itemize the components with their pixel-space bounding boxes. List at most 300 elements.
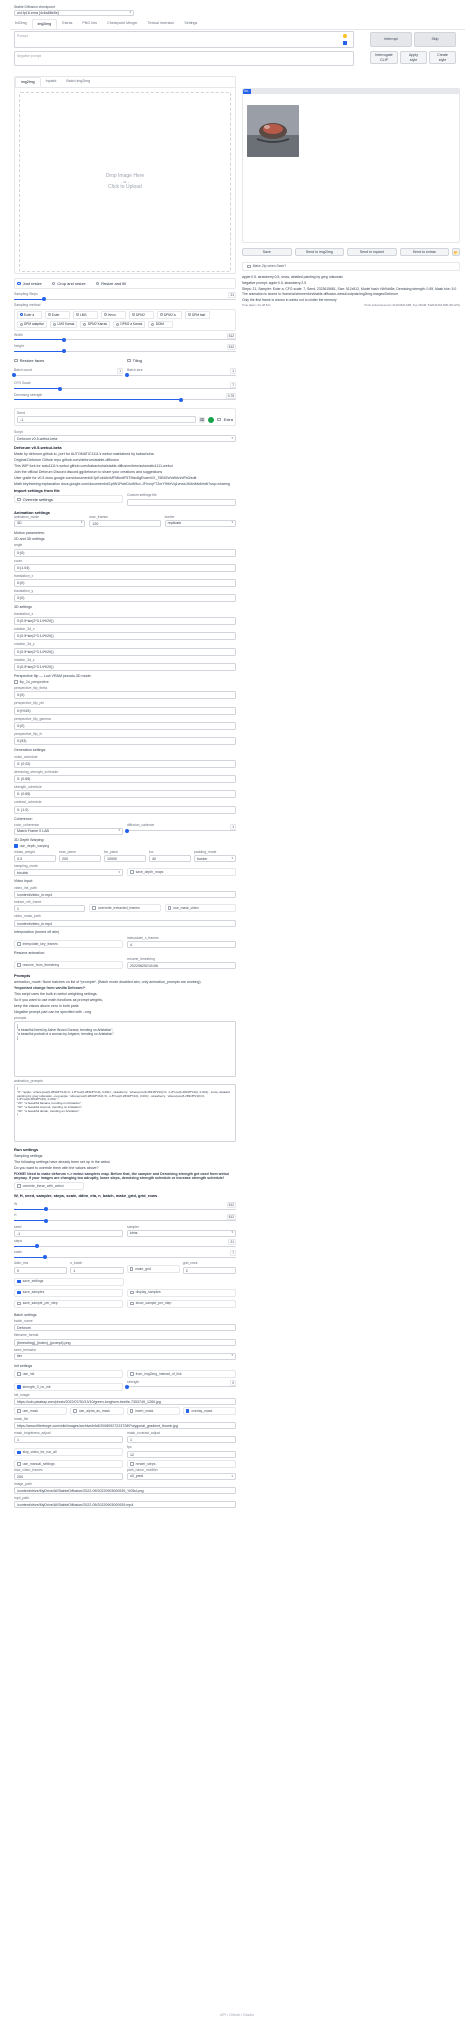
mp4-path-field	[14, 1496, 236, 1508]
override-webui-label: override_these_with_webui	[22, 1183, 64, 1188]
use-mask-label: use_mask	[22, 1408, 39, 1413]
sampling-method-radio[interactable]	[132, 313, 135, 316]
output-send-to-img2img-button[interactable]: Send to img2img	[295, 248, 345, 256]
save-settings-toggle[interactable]	[14, 1278, 124, 1286]
strength-schedule-input[interactable]: 0: (0.65)	[14, 790, 236, 798]
mask-file-input[interactable]: https://www.filterforge.com/wiki/images/archive/b/b8/20080927223728!Polygonal_gradient_thumb.jpg	[14, 1422, 236, 1429]
overwrite-frames-checkbox[interactable]	[92, 906, 96, 910]
rotation-3d-z-field	[14, 658, 236, 671]
style-swatch-icon[interactable]	[343, 34, 347, 38]
use-manual-checkbox[interactable]	[17, 1462, 21, 1466]
run-h-value[interactable]: 512	[228, 1214, 234, 1219]
seed-panel	[14, 408, 236, 426]
sampling-method-option[interactable]	[17, 311, 42, 319]
interp-keys-toggle[interactable]	[14, 940, 123, 948]
animation-prompts-textarea[interactable]: { "0": "apple: `where(cos(6.28318*t/10)>0, 1.8*cos(6.28318*t/10), 0.001)`, strawberry: `where(cos(6.28318*t/10)<0, -1.8*cos(6.28318*t/10), 0.001)`, snow, detailed painting by greg rutkowski --neg apple: `where(cos(6.28318*t/10)<0, -1.8*cos(6.28318*t/10), 0.001)`, strawberry: `where(cos(6.28318*t/10)>0, 1.8*cos(6.28318*t/10), 0.001)`", "20": "a beautiful banana, trending on Artstation", "30": "a beautiful coconut, trending on Artstation", "40": "a beautiful durian, trending on Artstation" }	[14, 1084, 236, 1142]
interp-x-input[interactable]: 4	[127, 941, 236, 948]
flip-label: flip_2d_perspective	[19, 679, 49, 684]
flip-toggle[interactable]	[14, 680, 236, 684]
gen-header: Generation settings:	[14, 748, 47, 753]
interrupt-button[interactable]: Interrupt	[370, 32, 412, 47]
anim-row	[14, 515, 236, 527]
sampling-method-radio[interactable]	[116, 323, 119, 326]
input-tab-inpaint[interactable]: Inpaint	[45, 79, 57, 83]
nbatch-input[interactable]: 1	[70, 1267, 123, 1274]
height-value[interactable]: 512	[228, 345, 234, 350]
invert-mask-checkbox[interactable]	[130, 1409, 134, 1413]
deforum-section	[14, 445, 236, 969]
mask-bright-label: mask_brightness_adjust	[14, 1431, 51, 1436]
input-tab-img2img[interactable]: img2img	[15, 77, 41, 87]
from-img2img-toggle[interactable]	[127, 1370, 236, 1378]
generation-info-line: The animation is stored in /home/ai/chemer/bin/stable-diffusion-webui/outputs/img2img-images/Deforum	[242, 292, 398, 297]
sampling-method-option[interactable]	[185, 311, 210, 319]
animation-mode-field	[14, 515, 85, 527]
rotation-3d-y-input[interactable]: 0:(0.5*sin(2*3.14*t/20))	[14, 648, 236, 656]
width-value[interactable]: 512	[228, 333, 234, 338]
batch-settings-header: Batch settings	[14, 1312, 37, 1317]
flip-theta-label: perspective_flip_theta	[14, 686, 47, 691]
resize-option[interactable]	[17, 281, 42, 286]
interp-x-label: interpolate_x_frames	[127, 935, 159, 940]
output-save-button[interactable]: Save	[242, 248, 292, 256]
resize-mode-group	[14, 278, 236, 289]
paste-icon[interactable]	[343, 41, 347, 45]
dropzone-or: - or -	[120, 179, 130, 185]
save-per-step-toggle[interactable]	[14, 1300, 123, 1308]
input-image-panel	[14, 76, 236, 274]
seed-label: Seed	[17, 410, 25, 415]
run-h-field	[14, 1213, 236, 1222]
sampling-method-option[interactable]	[101, 311, 126, 319]
show-per-step-toggle[interactable]	[127, 1300, 236, 1308]
mask-path-input[interactable]: /content/video_in.mp4	[14, 920, 236, 927]
use-alpha-label: use_alpha_as_mask	[78, 1408, 110, 1413]
sampling-method-option[interactable]	[73, 311, 98, 319]
render-steps-toggle[interactable]	[127, 1460, 236, 1468]
translation-z-input[interactable]: 0:(0.5*sin(2*3.14*t/20))	[14, 617, 236, 625]
batch-count-value[interactable]: 1	[119, 369, 121, 374]
sampling-method-radio[interactable]	[20, 313, 23, 316]
use-init-label: use_init	[22, 1371, 35, 1376]
seed-behavior-select[interactable]	[14, 1353, 236, 1360]
skip-video-toggle[interactable]	[14, 1448, 123, 1456]
fps-input[interactable]: 12	[127, 1451, 236, 1458]
near-plane-input[interactable]: 200	[59, 855, 101, 862]
max-frames-input[interactable]: 120	[89, 520, 160, 527]
padding-mode-select[interactable]	[194, 855, 236, 862]
cfg-label: CFG Scale	[14, 381, 31, 386]
interp-row	[14, 936, 236, 948]
mp4-path-input[interactable]: /content/drive/MyDrive/AI/StableDiffusion/2022-09/20220903000939.mp4	[14, 1501, 236, 1508]
init-row-1	[14, 1370, 236, 1378]
resize-radio[interactable]	[52, 282, 56, 286]
flip-gamma-input[interactable]: 0:(0)	[14, 722, 236, 730]
sampling-method-option[interactable]	[45, 311, 70, 319]
strength-schedule-label: strength_schedule	[14, 785, 42, 790]
max-frames-field	[89, 515, 160, 527]
image-path-input[interactable]: /content/drive/MyDrive/AI/StableDiffusion/2022-09/20220903000939_%05d.png	[14, 1487, 236, 1494]
twod-header: 2D and 3D settings	[14, 536, 45, 541]
script-value: Deforum v0.5-webui-beta	[17, 436, 58, 441]
sampling-method-radio[interactable]	[76, 313, 79, 316]
flip-theta-input[interactable]: 0:(0)	[14, 691, 236, 699]
batch-size-label: Batch size	[127, 368, 143, 373]
import-row	[14, 493, 236, 505]
init-image-input[interactable]: https://cdn.pixabay.com/photo/2022/07/30/13/10/green-longhorn-beetle-7353749_1280.jpg	[14, 1398, 236, 1405]
mask-file-label: mask_file	[14, 1416, 29, 1421]
overlay-mask-toggle[interactable]	[183, 1407, 236, 1415]
show-per-step-label: show_sample_per_step	[135, 1301, 172, 1306]
sampling-mode-label: sampling_mode	[14, 864, 38, 869]
run-w-slider[interactable]	[14, 1203, 236, 1211]
seed-behavior-field	[14, 1348, 236, 1360]
path-name-value: x0_pred	[130, 1474, 143, 1479]
mask-bright-input[interactable]: 1	[14, 1436, 123, 1443]
flip-theta-field	[14, 686, 236, 699]
tab-textual-inversion[interactable]: Textual inversion	[147, 21, 175, 25]
tab-extras[interactable]: Extras	[62, 21, 73, 25]
ddim-label: ddim_eta	[14, 1261, 28, 1266]
batch-row	[14, 366, 236, 379]
import-header: Import settings from file	[14, 488, 60, 494]
run-h-slider[interactable]	[14, 1214, 236, 1223]
rotation-3d-z-input[interactable]: 0:(0.5*sin(2*3.14*t/20))	[14, 663, 236, 671]
translation-x-label: translation_x	[14, 573, 34, 578]
flip-fv-field	[14, 732, 236, 745]
use-mask-toggle[interactable]	[14, 1407, 67, 1415]
denoising-strength	[14, 393, 236, 402]
fov-label: fov	[149, 849, 154, 854]
save-samples-checkbox[interactable]	[17, 1291, 21, 1295]
path-name-select[interactable]	[127, 1473, 236, 1480]
denoise-value[interactable]: 0.75	[227, 393, 234, 398]
checkpoint-section	[14, 5, 134, 16]
overwrite-frames-label: overwrite_extracted_frames	[97, 906, 140, 911]
sampling-settings-header: Sampling settings	[14, 1153, 43, 1158]
diffusion-cadence-label: diffusion_cadence	[127, 822, 155, 827]
script-select[interactable]	[14, 435, 236, 442]
sampling-method-option[interactable]	[80, 321, 110, 329]
script-field	[14, 430, 236, 442]
flip-phi-label: perspective_flip_phi	[14, 701, 44, 706]
resume-ts-input[interactable]: 20220829210106	[127, 962, 236, 969]
save-samples-toggle[interactable]	[14, 1289, 123, 1297]
make-grid-checkbox[interactable]	[130, 1267, 134, 1271]
contrast-schedule-field	[14, 800, 236, 813]
strength-0-toggle[interactable]	[14, 1383, 123, 1391]
from-img2img-label: from_img2img_instead_of_link	[135, 1371, 182, 1376]
save-depth-checkbox[interactable]	[130, 870, 134, 874]
output-send-to-extras-button[interactable]: Send to extras	[400, 248, 450, 256]
tiling-checkbox[interactable]	[127, 359, 131, 363]
use-mask-video-checkbox[interactable]	[168, 906, 172, 910]
folder-icon[interactable]: 📂	[453, 249, 459, 255]
deforum-info-line: Join the official Deforum Discord discord.gg/deforum to share your creations and suggestions	[14, 469, 163, 474]
zoom-input[interactable]: 0:(1.04)	[14, 564, 236, 572]
sampling-method-label: DPM adaptive	[24, 322, 45, 327]
input-tab-batch-img2img[interactable]: Batch img2img	[66, 79, 91, 83]
mask-path-field	[14, 914, 236, 926]
sampling-method-radio[interactable]	[188, 313, 191, 316]
image-path-field	[14, 1482, 236, 1494]
image-dropzone[interactable]	[19, 92, 231, 272]
run-h-label: H	[14, 1213, 17, 1218]
run-sampler-select[interactable]	[127, 1230, 236, 1237]
mask-contrast-input[interactable]: 1	[127, 1436, 236, 1443]
prompt-input[interactable]: Prompt	[14, 31, 354, 48]
path-name-label: path_name_modifier	[127, 1467, 158, 1472]
tiling-toggle[interactable]	[127, 358, 236, 363]
cfg-value[interactable]: 7	[232, 382, 234, 387]
noise-schedule-field	[14, 755, 236, 768]
restore-faces-checkbox[interactable]	[14, 359, 18, 363]
path-name-field	[127, 1468, 236, 1480]
resize-option[interactable]	[96, 281, 127, 286]
grid-rows-input[interactable]: 2	[183, 1267, 236, 1274]
output-send-to-inpaint-button[interactable]: Send to inpaint	[347, 248, 397, 256]
overlay-mask-checkbox[interactable]	[186, 1409, 190, 1413]
sampling-method-label: DDIM	[155, 322, 164, 327]
prompts-line-1: This script uses the built-in webui weighting settings.	[14, 991, 98, 996]
seed-behavior-label: seed_behavior	[14, 1347, 37, 1352]
samples-row-1	[14, 1289, 236, 1297]
init-image-label: init_image	[14, 1392, 30, 1397]
from-img2img-checkbox[interactable]	[130, 1372, 134, 1376]
resize-option[interactable]	[52, 281, 86, 286]
use-init-checkbox[interactable]	[17, 1372, 21, 1376]
tab-settings[interactable]: Settings	[184, 21, 198, 25]
show-per-step-checkbox[interactable]	[130, 1302, 134, 1306]
apply-style-button[interactable]: Apply style	[400, 51, 427, 64]
padding-mode-field	[194, 850, 236, 862]
run-scale-value[interactable]: 7	[232, 1251, 234, 1256]
make-grid-label: make_grid	[135, 1267, 151, 1272]
batch-name-input[interactable]: Deforum	[14, 1324, 236, 1331]
recycle-icon[interactable]	[208, 417, 214, 423]
skip-button[interactable]: Skip	[414, 32, 456, 47]
dice-icon[interactable]: ⚄	[200, 417, 204, 423]
mask-contrast-label: mask_contrast_adjust	[127, 1431, 160, 1436]
use-manual-label: use_manual_settings	[22, 1461, 55, 1466]
prompt-area	[14, 31, 354, 66]
sampling-method-label: LMS	[80, 312, 87, 317]
extract-nth-input[interactable]: 1	[14, 905, 85, 912]
create-style-button[interactable]: Create style	[429, 51, 456, 64]
translation-z-label: translation_z	[14, 611, 34, 616]
use-depth-label: use_depth_warping	[19, 843, 50, 848]
resize-option-label: Crop and resize	[57, 281, 86, 286]
contrast-schedule-input[interactable]: 0: (1.0)	[14, 806, 236, 814]
tab-png-info[interactable]: PNG Info	[82, 21, 98, 25]
batch-size-value[interactable]: 1	[232, 369, 234, 374]
max-frames-label: max_frames	[89, 514, 108, 519]
prompts-important: *Important change from vanilla Deforum!*	[14, 985, 86, 990]
color-coherence-field	[14, 823, 123, 835]
sampling-method-option[interactable]	[157, 311, 182, 319]
seed-input[interactable]: -1	[17, 416, 196, 423]
save-per-step-checkbox[interactable]	[17, 1302, 21, 1306]
noise-schedule-input[interactable]: 0: (0.02)	[14, 760, 236, 768]
display-samples-toggle[interactable]	[127, 1289, 236, 1297]
strength-value[interactable]: 0	[232, 1380, 234, 1385]
sampling-method-radio[interactable]	[104, 313, 107, 316]
sampling-method-option[interactable]	[129, 311, 154, 319]
sampling-method-radio[interactable]	[53, 323, 56, 326]
restore-faces-toggle[interactable]	[14, 358, 123, 363]
resume-from-toggle[interactable]	[14, 961, 123, 969]
output-buttons	[242, 248, 460, 256]
run-scale-field	[14, 1250, 236, 1259]
sampling-mode-select[interactable]	[14, 869, 123, 876]
tab-img2img[interactable]: img2img	[32, 19, 58, 29]
sampling-method-label: Euler	[52, 312, 60, 317]
filename-format-input[interactable]: {timestring}_{index}_{prompt}.png	[14, 1339, 236, 1346]
sampling-steps-value[interactable]: 21	[230, 293, 234, 298]
override-settings-checkbox[interactable]	[17, 498, 21, 502]
sampling-method-label: DPM2 a	[164, 312, 176, 317]
sampling-method-option[interactable]	[17, 321, 48, 329]
make-grid-toggle[interactable]	[127, 1265, 180, 1273]
use-mask-video-toggle[interactable]	[165, 904, 236, 912]
flip-gamma-field	[14, 717, 236, 730]
use-init-toggle[interactable]	[14, 1370, 123, 1378]
diffusion-cadence-field	[127, 823, 236, 835]
render-steps-checkbox[interactable]	[130, 1462, 134, 1466]
video-path-input[interactable]: /content/video_in.mp4	[14, 891, 236, 898]
translation-x-input[interactable]: 0:(0)	[14, 579, 236, 587]
init-section	[14, 1364, 236, 1509]
interrogate-clip-button[interactable]: Interrogate CLIP	[370, 51, 398, 64]
sampling-method-label: DPM2	[136, 312, 145, 317]
run-w-value[interactable]: 512	[228, 1203, 234, 1208]
sampling-method-radio[interactable]	[160, 313, 163, 316]
resize-radio[interactable]	[96, 282, 100, 286]
skip-video-checkbox[interactable]	[17, 1451, 21, 1455]
video-path-label: video_init_path	[14, 885, 37, 890]
sampling-method-label: LMS Karras	[57, 322, 75, 327]
sampling-method-radio[interactable]	[20, 323, 23, 326]
prompts-textarea[interactable]: [ "a beautiful forest by Asher Brown Durand, trending on Artstation", "a beautiful portrait of a woman by Artgerm, trending on Artstation" ]	[14, 1021, 236, 1077]
use-depth-toggle[interactable]	[14, 844, 236, 848]
override-webui-toggle[interactable]	[14, 1182, 84, 1190]
border-select[interactable]	[165, 520, 236, 527]
denoising-strength-schedule-input[interactable]: 0: (0.65)	[14, 775, 236, 783]
resume-from-checkbox[interactable]	[17, 963, 21, 967]
rotation-3d-x-input[interactable]: 0:(0.5*sin(2*3.14*t/20))	[14, 632, 236, 640]
invert-mask-toggle[interactable]	[127, 1407, 180, 1415]
flip-phi-input[interactable]: 0:(t%15)	[14, 707, 236, 715]
display-samples-checkbox[interactable]	[130, 1291, 134, 1295]
flip-fv-input[interactable]: 0:(53)	[14, 737, 236, 745]
extra-checkbox[interactable]	[217, 418, 221, 422]
far-plane-input[interactable]: 10000	[104, 855, 146, 862]
checkpoint-select[interactable]	[14, 10, 134, 16]
sampling-method-option[interactable]	[50, 321, 77, 329]
translation-y-input[interactable]: 0:(0)	[14, 594, 236, 602]
use-alpha-checkbox[interactable]	[73, 1409, 77, 1413]
mask-file-field	[14, 1417, 236, 1429]
denoising-strength-schedule-label: denoising_strength_schedule	[14, 769, 59, 774]
midas-weight-input[interactable]: 0.3	[14, 855, 56, 862]
sampling-method-label: Sampling method	[14, 303, 41, 308]
strength-0-checkbox[interactable]	[17, 1385, 21, 1389]
use-mask-video-label: use_mask_video	[173, 906, 199, 911]
rotation-3d-y-field	[14, 642, 236, 655]
zoom-label: zoom	[14, 558, 23, 563]
seed-behavior-value: iter	[17, 1354, 22, 1359]
progress-bar	[243, 89, 459, 94]
sampling-method-radio[interactable]	[83, 323, 86, 326]
override-webui-checkbox[interactable]	[17, 1184, 21, 1188]
noise-schedule-label: noise_schedule	[14, 754, 38, 759]
angle-input[interactable]: 0:(0)	[14, 549, 236, 557]
use-mask-checkbox[interactable]	[17, 1409, 21, 1413]
tab-txt2img[interactable]: txt2img	[15, 21, 27, 25]
near-plane-label: near_plane	[59, 849, 76, 854]
save-depth-toggle[interactable]	[127, 868, 236, 876]
ddim-input[interactable]: 0	[14, 1267, 67, 1274]
sampling-method-option[interactable]	[148, 321, 173, 329]
deforum-title: Deforum v0.5-webui-beta	[14, 445, 62, 451]
main-tabs	[10, 19, 465, 30]
run-seed-input[interactable]: -1	[14, 1230, 123, 1237]
diffusion-cadence-value[interactable]: 1	[232, 824, 234, 829]
flip-checkbox[interactable]	[14, 680, 18, 684]
strength-label: strength	[127, 1379, 140, 1384]
resize-radio[interactable]	[17, 282, 21, 286]
prompts-label: prompts	[14, 1015, 27, 1020]
midas-weight-label: midas_weight	[14, 849, 35, 854]
custom-settings-input[interactable]	[127, 499, 236, 506]
animation-mode-label: animation_mode	[14, 514, 40, 519]
gen-fields	[14, 755, 236, 814]
color-coherence-value: Match Frame 0 LAB	[17, 829, 49, 834]
run-steps-value[interactable]: 21	[230, 1240, 234, 1245]
nbatch-label: n_batch	[70, 1261, 83, 1266]
save-settings-checkbox[interactable]	[17, 1280, 21, 1284]
invert-mask-label: invert_mask	[135, 1408, 154, 1413]
memory-usage: Torch active/reserved: 3143/3624 MiB, Sys VRAM: 5420/11264 MiB (48.12%)	[364, 302, 460, 307]
override-settings-toggle[interactable]	[14, 495, 123, 503]
use-depth-checkbox[interactable]	[14, 844, 18, 848]
run-steps-field	[14, 1239, 236, 1248]
max-video-input[interactable]: 200	[14, 1473, 123, 1480]
use-alpha-toggle[interactable]	[70, 1407, 123, 1415]
output-image	[247, 105, 299, 157]
animation-mode-select[interactable]	[14, 520, 85, 527]
interp-keys-checkbox[interactable]	[17, 942, 21, 946]
tab-checkpoint-merger[interactable]: Checkpoint Merger	[107, 21, 138, 25]
negative-prompt-input[interactable]: Negative prompt	[14, 51, 354, 66]
output-thumbnail[interactable]	[247, 105, 299, 157]
flip-fields	[14, 686, 236, 745]
sampling-method-radio[interactable]	[151, 323, 154, 326]
coherence-row	[14, 823, 236, 835]
init-row-2	[14, 1380, 236, 1391]
sampling-method-option[interactable]	[113, 321, 145, 329]
use-manual-toggle[interactable]	[14, 1460, 123, 1468]
fov-input[interactable]: 40	[149, 855, 191, 862]
run-sampler-label: sampler	[127, 1224, 140, 1229]
sampling-method-radio[interactable]	[48, 313, 51, 316]
extract-nth-field	[14, 900, 85, 912]
init-image-field	[14, 1393, 236, 1405]
make-zip-checkbox[interactable]	[247, 265, 251, 269]
rotation-3d-x-label: rotation_3d_x	[14, 627, 35, 632]
color-coherence-select[interactable]	[14, 828, 123, 835]
overwrite-frames-toggle[interactable]	[89, 904, 160, 912]
